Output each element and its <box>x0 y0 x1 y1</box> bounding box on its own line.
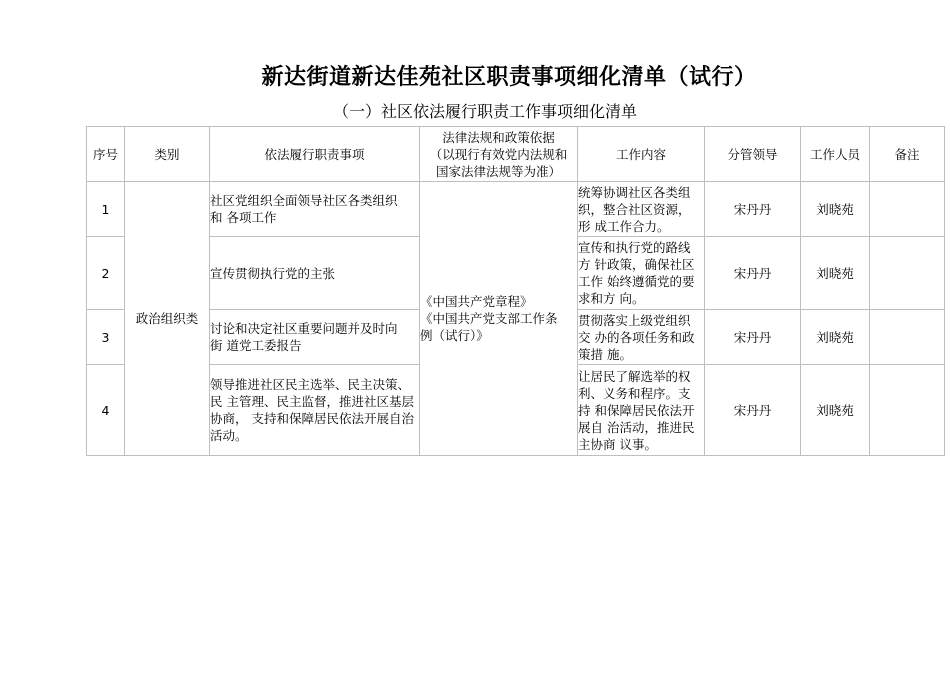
row-seq: 1 <box>87 182 125 237</box>
basis-line: 《中国共产党章程》 <box>420 294 533 309</box>
content-line: 展自 治活动，推进民 <box>578 419 695 435</box>
content-line: 主协商 议事。 <box>578 436 657 452</box>
content-line: 织，整合社区资源， <box>578 201 691 217</box>
basis-cell <box>420 182 578 456</box>
category-cell: 政治组织类 <box>125 182 210 456</box>
row-leader: 宋丹丹 <box>705 182 801 237</box>
duty-line: 社区党组织全面领导社区各类组织 <box>210 193 398 208</box>
content-line: 工作 始终遵循党的要 <box>578 274 695 289</box>
row-content <box>578 182 705 237</box>
duty-line: 和 各项工作 <box>210 210 277 225</box>
row-content <box>578 365 705 456</box>
header-seq: 序号 <box>87 127 125 182</box>
row-content <box>578 237 705 310</box>
row-staff: 刘晓苑 <box>801 182 870 237</box>
basis-line: 例（试行）》 <box>420 328 489 343</box>
header-leader: 分管领导 <box>705 127 801 182</box>
row-content <box>578 310 705 365</box>
content-line: 方 针政策，确保社区 <box>578 257 695 272</box>
content-line: 形 成工作合力。 <box>578 218 670 234</box>
row-remark <box>870 365 945 456</box>
row-remark <box>870 310 945 365</box>
header-row <box>87 127 945 182</box>
page-title: 新达街道新达佳苑社区职责事项细化清单（试行） <box>261 65 757 90</box>
row-staff: 刘晓苑 <box>801 365 870 456</box>
duty-line: 宣传贯彻执行党的主张 <box>210 265 336 281</box>
row-remark <box>870 237 945 310</box>
duty-line: 协商， 支持和保障居民依法开展自治 <box>210 411 414 426</box>
header-basis-line: （以现行有效党内法规和 <box>429 146 568 162</box>
duty-line: 活动。 <box>210 428 248 443</box>
content-line: 交 办的各项任务和政 <box>578 329 695 345</box>
row-leader: 宋丹丹 <box>705 237 801 310</box>
row-seq: 2 <box>87 237 125 310</box>
content-line: 宣传和执行党的路线 <box>578 240 691 255</box>
content-line: 贯彻落实上级党组织 <box>578 312 691 328</box>
content-line: 持 和保障居民依法开 <box>578 402 695 418</box>
row-leader: 宋丹丹 <box>705 365 801 456</box>
page-subtitle: （一）社区依法履行职责工作事项细化清单 <box>332 102 637 121</box>
header-basis <box>420 127 578 182</box>
content-line: 统筹协调社区各类组 <box>578 184 691 200</box>
header-category: 类别 <box>125 127 210 182</box>
duty-line: 民 主管理、民主监督，推进社区基层 <box>210 394 414 409</box>
row-duty <box>210 365 420 456</box>
header-content: 工作内容 <box>578 127 705 182</box>
row-duty <box>210 182 420 237</box>
header-basis-line: 法律法规和政策依据 <box>442 129 555 145</box>
content-line: 策措 施。 <box>578 346 632 362</box>
duty-line: 街 道党工委报告 <box>210 338 302 353</box>
basis-line: 《中国共产党支部工作条 <box>420 311 558 326</box>
row-staff: 刘晓苑 <box>801 310 870 365</box>
row-duty <box>210 310 420 365</box>
header-staff: 工作人员 <box>801 127 870 182</box>
header-basis-line: 国家法律法规等为准） <box>435 163 561 179</box>
duty-line: 领导推进社区民主选举、民主决策、 <box>210 377 411 392</box>
duty-line: 讨论和决定社区重要问题并及时向 <box>210 321 398 336</box>
row-remark <box>870 182 945 237</box>
row-staff: 刘晓苑 <box>801 237 870 310</box>
content-line: 利、义务和程序。支 <box>578 385 691 401</box>
content-line: 求和方 向。 <box>578 291 645 306</box>
row-leader: 宋丹丹 <box>705 310 801 365</box>
row-seq: 4 <box>87 365 125 456</box>
row-seq: 3 <box>87 310 125 365</box>
header-duty: 依法履行职责事项 <box>210 127 420 182</box>
duty-table <box>86 126 945 456</box>
row-duty <box>210 237 420 310</box>
content-line: 让居民了解选举的权 <box>578 368 691 384</box>
header-remark: 备注 <box>870 127 945 182</box>
table-row <box>87 182 945 237</box>
